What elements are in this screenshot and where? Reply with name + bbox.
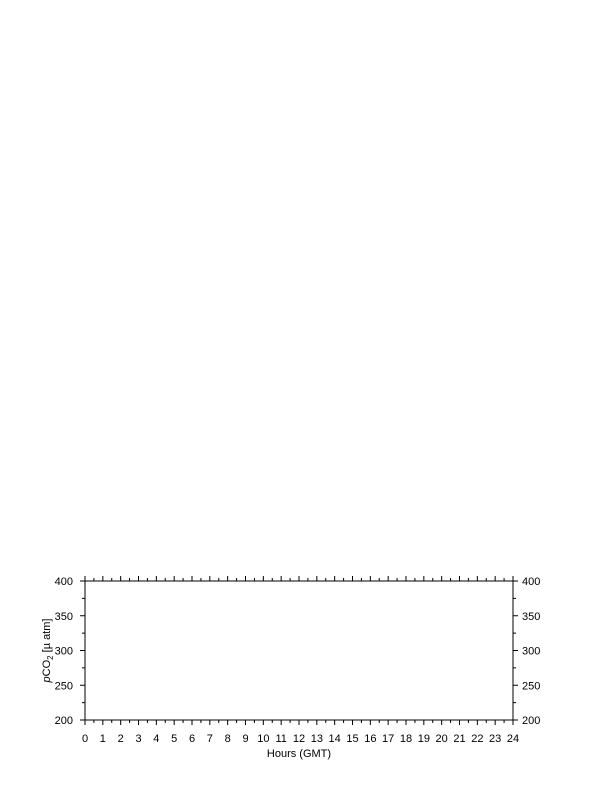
x-tick-label: 5 (171, 733, 178, 745)
x-tick-label: 24 (506, 733, 520, 745)
x-tick-label: 21 (453, 733, 466, 745)
x-tick-label: 10 (257, 733, 270, 745)
x-tick-label: 3 (135, 733, 142, 745)
x-tick-label: 22 (471, 733, 484, 745)
x-tick-label: 17 (382, 733, 395, 745)
y-tick-label-left: 250 (54, 680, 73, 693)
axis-ticks (80, 576, 518, 725)
y-tick-label-right: 350 (522, 610, 541, 623)
y-axis-label-italic: p (41, 676, 53, 683)
x-axis-label: Hours (GMT) (266, 748, 332, 760)
y-tick-label-right: 250 (522, 680, 541, 693)
y-tick-label-left: 350 (54, 610, 73, 623)
x-tick-label: 12 (292, 733, 306, 745)
x-tick-label: 7 (206, 733, 213, 745)
y-axis-label-unit: [µ atm] (41, 618, 53, 656)
y-tick-label-left: 200 (54, 715, 73, 727)
x-tick-label: 20 (435, 733, 448, 745)
x-tick-label: 9 (242, 733, 249, 745)
y-axis-label-subscript: 2 (46, 655, 55, 660)
x-tick-label: 23 (489, 733, 502, 745)
plot-frame (85, 581, 513, 720)
x-tick-label: 4 (153, 733, 160, 745)
y-axis-label-base: CO (41, 659, 53, 677)
y-tick-label-right: 200 (522, 715, 541, 727)
x-tick-label: 15 (346, 733, 359, 745)
y-tick-label-left: 400 (54, 576, 73, 588)
y-tick-labels-left (55, 576, 73, 727)
y-tick-label-right: 300 (522, 645, 541, 658)
x-tick-label: 14 (328, 733, 341, 745)
x-tick-labels (82, 733, 519, 745)
x-tick-label: 11 (275, 733, 287, 745)
x-tick-label: 13 (310, 733, 323, 745)
x-tick-label: 16 (364, 733, 377, 745)
x-tick-label: 19 (417, 733, 430, 745)
y-tick-labels-right (522, 576, 540, 727)
y-tick-label-left: 300 (54, 645, 73, 658)
y-axis-label (41, 619, 55, 684)
x-tick-label: 2 (117, 733, 124, 745)
x-tick-label: 8 (224, 733, 231, 745)
x-tick-label: 1 (99, 733, 106, 745)
x-tick-label: 0 (81, 733, 89, 745)
x-tick-label: 18 (399, 733, 413, 745)
x-tick-label: 6 (188, 733, 196, 745)
y-tick-label-right: 400 (522, 576, 541, 588)
